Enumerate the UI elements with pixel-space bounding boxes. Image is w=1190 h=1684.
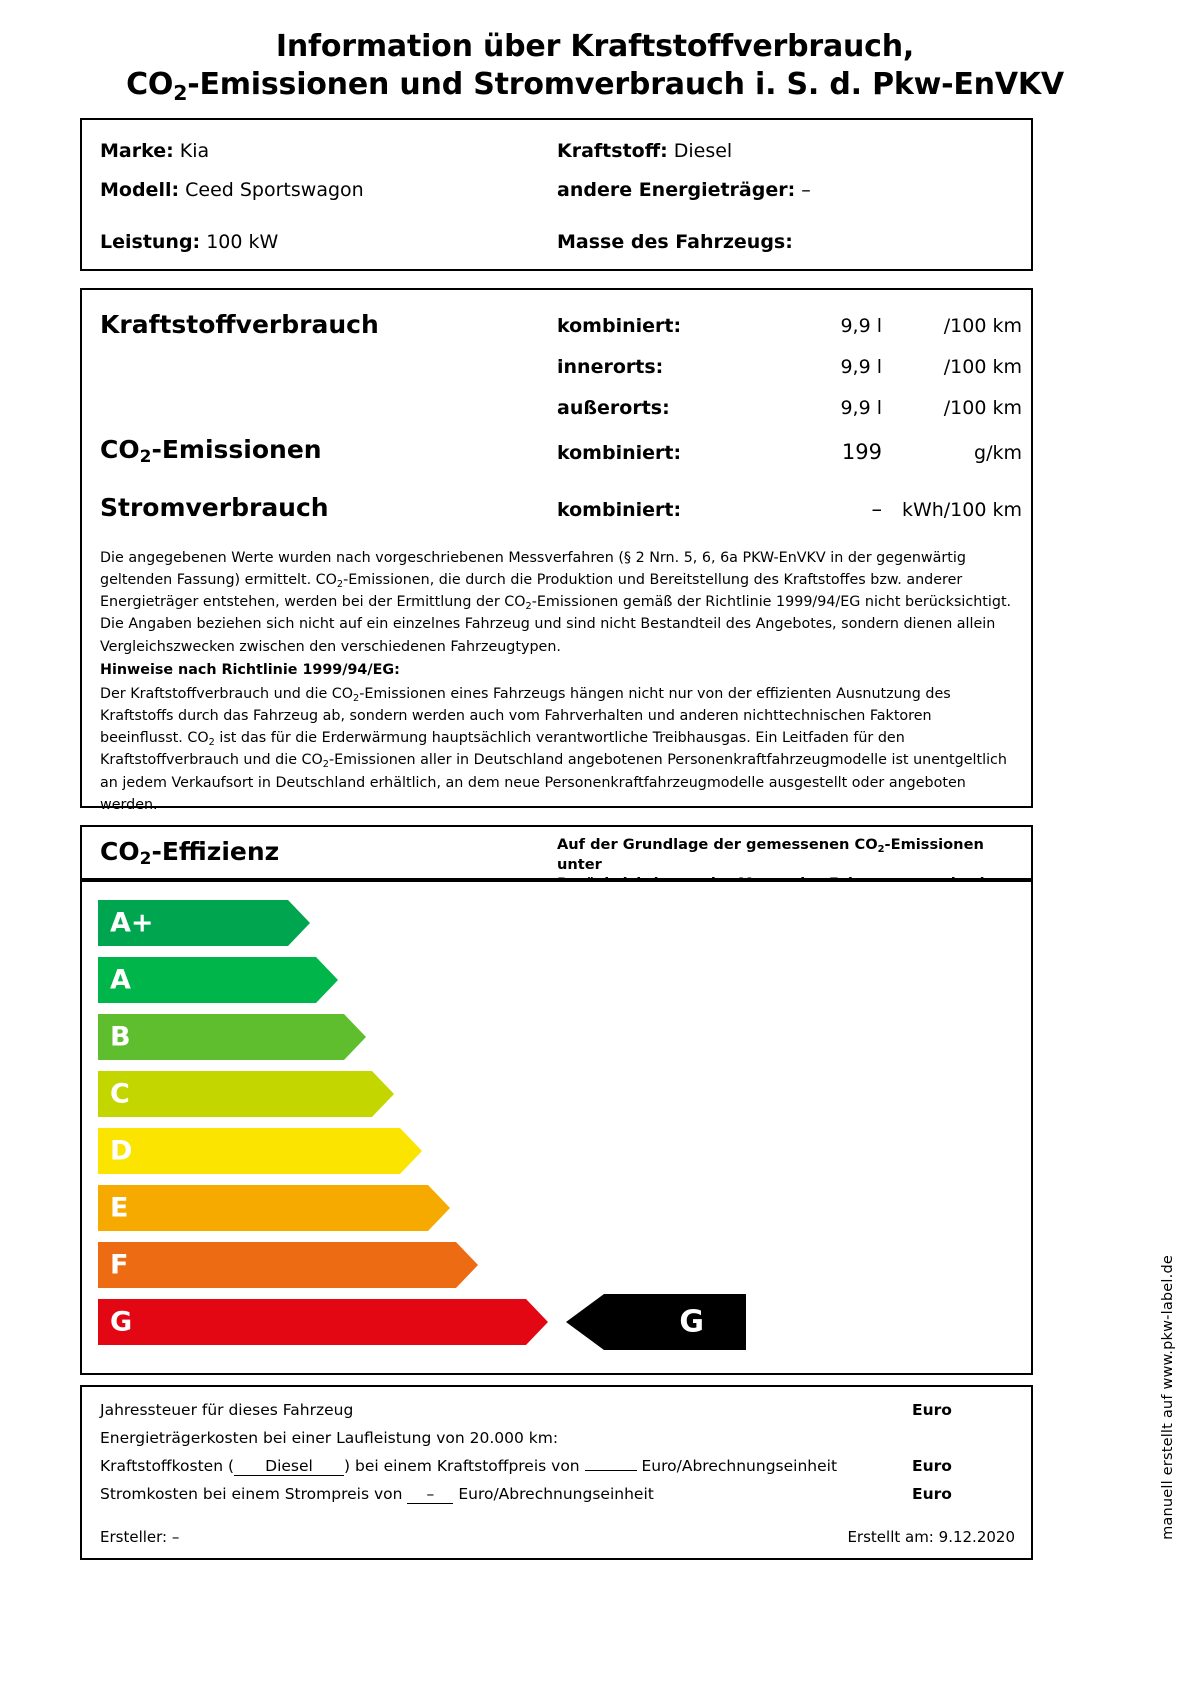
row-power-unit: kWh/100 km [901,499,1022,521]
heading-co2-emissions: $CO_2$-Emissionen [100,435,322,468]
cost-euro-2: Euro [912,1457,952,1475]
field-marke-value: Kia [179,140,210,162]
arrow-body [98,1185,428,1231]
result-arrow-label: G [679,1304,704,1340]
field-leistung-value: 100 kW [206,231,279,253]
title-line-2: $CO_2$-Emissionen und Stromverbrauch i. S. d. Pkw-EnVKV [126,67,1064,105]
row-power-value: – [871,497,882,521]
row-extraurban-unit: /100 km [943,397,1022,419]
legal-heading-2: Hinweise nach Richtlinie 1999/94/EG: [100,662,400,678]
cost-euro-3: Euro [912,1485,952,1503]
arrow-tip [344,1014,366,1060]
page-title [0,0,1190,105]
consumption-box [80,288,1033,813]
field-modell: Modell: Ceed Sportswagon [100,179,364,201]
arrow-tip [428,1185,450,1231]
efficiency-class-f [98,1242,478,1288]
heading-power-consumption: Stromverbrauch [100,493,329,522]
row-combined-label: kombiniert: [557,315,682,337]
cost-euro-1: Euro [912,1401,952,1419]
efficiency-class-aplus [98,900,310,946]
arrow-tip [456,1242,478,1288]
row-urban-value: 9,9 l [840,356,882,378]
field-marke: Marke: Kia [100,140,210,162]
result-arrow-body [604,1294,746,1350]
arrow-body [98,1128,400,1174]
field-leistung: Leistung: 100 kW [100,231,279,253]
arrow-tip [526,1299,548,1345]
fuel-type-input[interactable]: Diesel [234,1457,344,1476]
field-modell-value: Ceed Sportswagon [185,179,364,201]
efficiency-arrow [98,1242,478,1288]
efficiency-class-g [98,1299,548,1345]
cost-line-fuel: Kraftstoffkosten ( Diesel ) bei einem Kraftstoffpreis von Euro/Abrechnungseinheit [100,1457,838,1475]
efficiency-class-label: E [110,1192,129,1224]
title-line-1: Information über Kraftstoffverbrauch, [275,29,915,64]
efficiency-arrow [98,1071,394,1117]
heading-fuel-consumption: Kraftstoffverbrauch [100,310,379,339]
efficiency-arrow [98,1185,450,1231]
row-co2-value: 199 [841,440,882,464]
arrow-body [98,1299,526,1345]
arrow-tip [316,957,338,1003]
efficiency-arrow [98,1014,366,1060]
field-kraftstoff-value: Diesel [673,140,733,162]
efficiency-class-b [98,1014,366,1060]
efficiency-class-label: C [110,1078,130,1110]
source-watermark: manuell erstellt auf www.pkw-label.de [1160,1255,1176,1540]
row-power-label: kombiniert: [557,499,682,521]
legal-paragraph-2: Der Kraftstoffverbrauch und die $CO_2$-Emissionen eines Fahrzeugs hängen nicht nur von der effizienten Ausnutzung des Kraftstoffs durch das Fahrzeug ab, sondern werden auch vom Fahrverhalten und anderen nichttechnischen Faktoren beeinflusst. $CO_2$ ist das für die Erderwärmung hauptsächlich verantwortliche Treibhausgas. Ein Leitfaden für den Kraftstoffverbrauch und die $CO_2$-Emissionen aller in Deutschland angebotenen Personenkraftfahrzeugmodelle ist unentgeltlich an jedem Verkaufsort in Deutschland erhältlich, an dem neue Personenkraftfahrzeugmodelle ausgestellt oder angeboten werden. [100,686,1007,813]
efficiency-arrow [98,1128,422,1174]
arrow-body [98,1071,372,1117]
row-co2-label: kombiniert: [557,442,682,464]
cost-line-electricity: Stromkosten bei einem Strompreis von – Euro/Abrechnungseinheit [100,1485,654,1503]
efficiency-title: $CO_2$-Effizienz [100,837,280,870]
row-extraurban-value: 9,9 l [840,397,882,419]
efficiency-arrow [98,1299,548,1345]
arrow-tip [288,900,310,946]
row-combined-value: 9,9 l [840,315,882,337]
legal-paragraph-1: Die angegebenen Werte wurden nach vorgeschriebenen Messverfahren (§ 2 Nrn. 5, 6, 6a PKW-EnVKV in der gegenwärtig geltenden Fassung) ermittelt. $CO_2$-Emissionen, die durch die Produktion und Bereitstellung des Kraftstoffes bzw. anderer Energieträger entstehen, werden bei der Ermittlung der $CO_2$-Emissionen gemäß der Richtlinie 1999/94/EG nicht berücksichtigt. Die Angaben beziehen sich nicht auf ein einzelnes Fahrzeug und sind nicht Bestandteil des Angebotes, sondern dienen allein Vergleichszwecken zwischen den verschiedenen Fahrzeugtypen. [100,550,1012,655]
result-arrow-tip [566,1294,604,1350]
cost-line-annual-tax: Jahressteuer für dieses Fahrzeug [100,1401,354,1419]
row-co2-unit: g/km [974,442,1022,464]
arrow-tip [372,1071,394,1117]
field-masse: Masse des Fahrzeugs: [557,231,793,253]
efficiency-class-label: F [110,1249,129,1281]
arrow-tip [400,1128,422,1174]
efficiency-class-a [98,957,338,1003]
efficiency-result-arrow [566,1294,746,1350]
field-andere-value: – [801,179,811,201]
efficiency-class-label: G [110,1306,133,1338]
costs-box [80,1385,1033,1560]
efficiency-class-d [98,1128,422,1174]
creator-line: Ersteller: – [100,1528,180,1546]
row-combined-unit: /100 km [943,315,1022,337]
created-on-line: Erstellt am: 9.12.2020 [847,1528,1015,1546]
row-urban-label: innerorts: [557,356,664,378]
fuel-price-input[interactable] [585,1470,637,1471]
row-urban-unit: /100 km [943,356,1022,378]
electricity-price-input[interactable]: – [407,1485,453,1504]
efficiency-class-c [98,1071,394,1117]
efficiency-note-line-1: Auf der Grundlage der gemessenen $CO_2$-Emissionen unter [557,836,984,873]
field-kraftstoff: Kraftstoff: Diesel [557,140,733,162]
efficiency-arrow [98,957,338,1003]
efficiency-class-e [98,1185,450,1231]
row-extraurban-label: außerorts: [557,397,670,419]
efficiency-class-label: B [110,1021,131,1053]
arrow-body [98,1014,344,1060]
cost-line-energy: Energieträgerkosten bei einer Laufleistung von 20.000 km: [100,1429,559,1447]
efficiency-class-label: A+ [110,907,154,939]
arrow-body [98,1242,456,1288]
efficiency-class-label: A [110,964,131,996]
efficiency-arrow [98,900,310,946]
efficiency-header-box [80,825,1033,880]
field-andere-energietraeger: andere Energieträger: – [557,179,811,201]
vehicle-info-box [80,118,1033,271]
efficiency-class-label: D [110,1135,133,1167]
efficiency-scale-box [80,880,1033,1375]
